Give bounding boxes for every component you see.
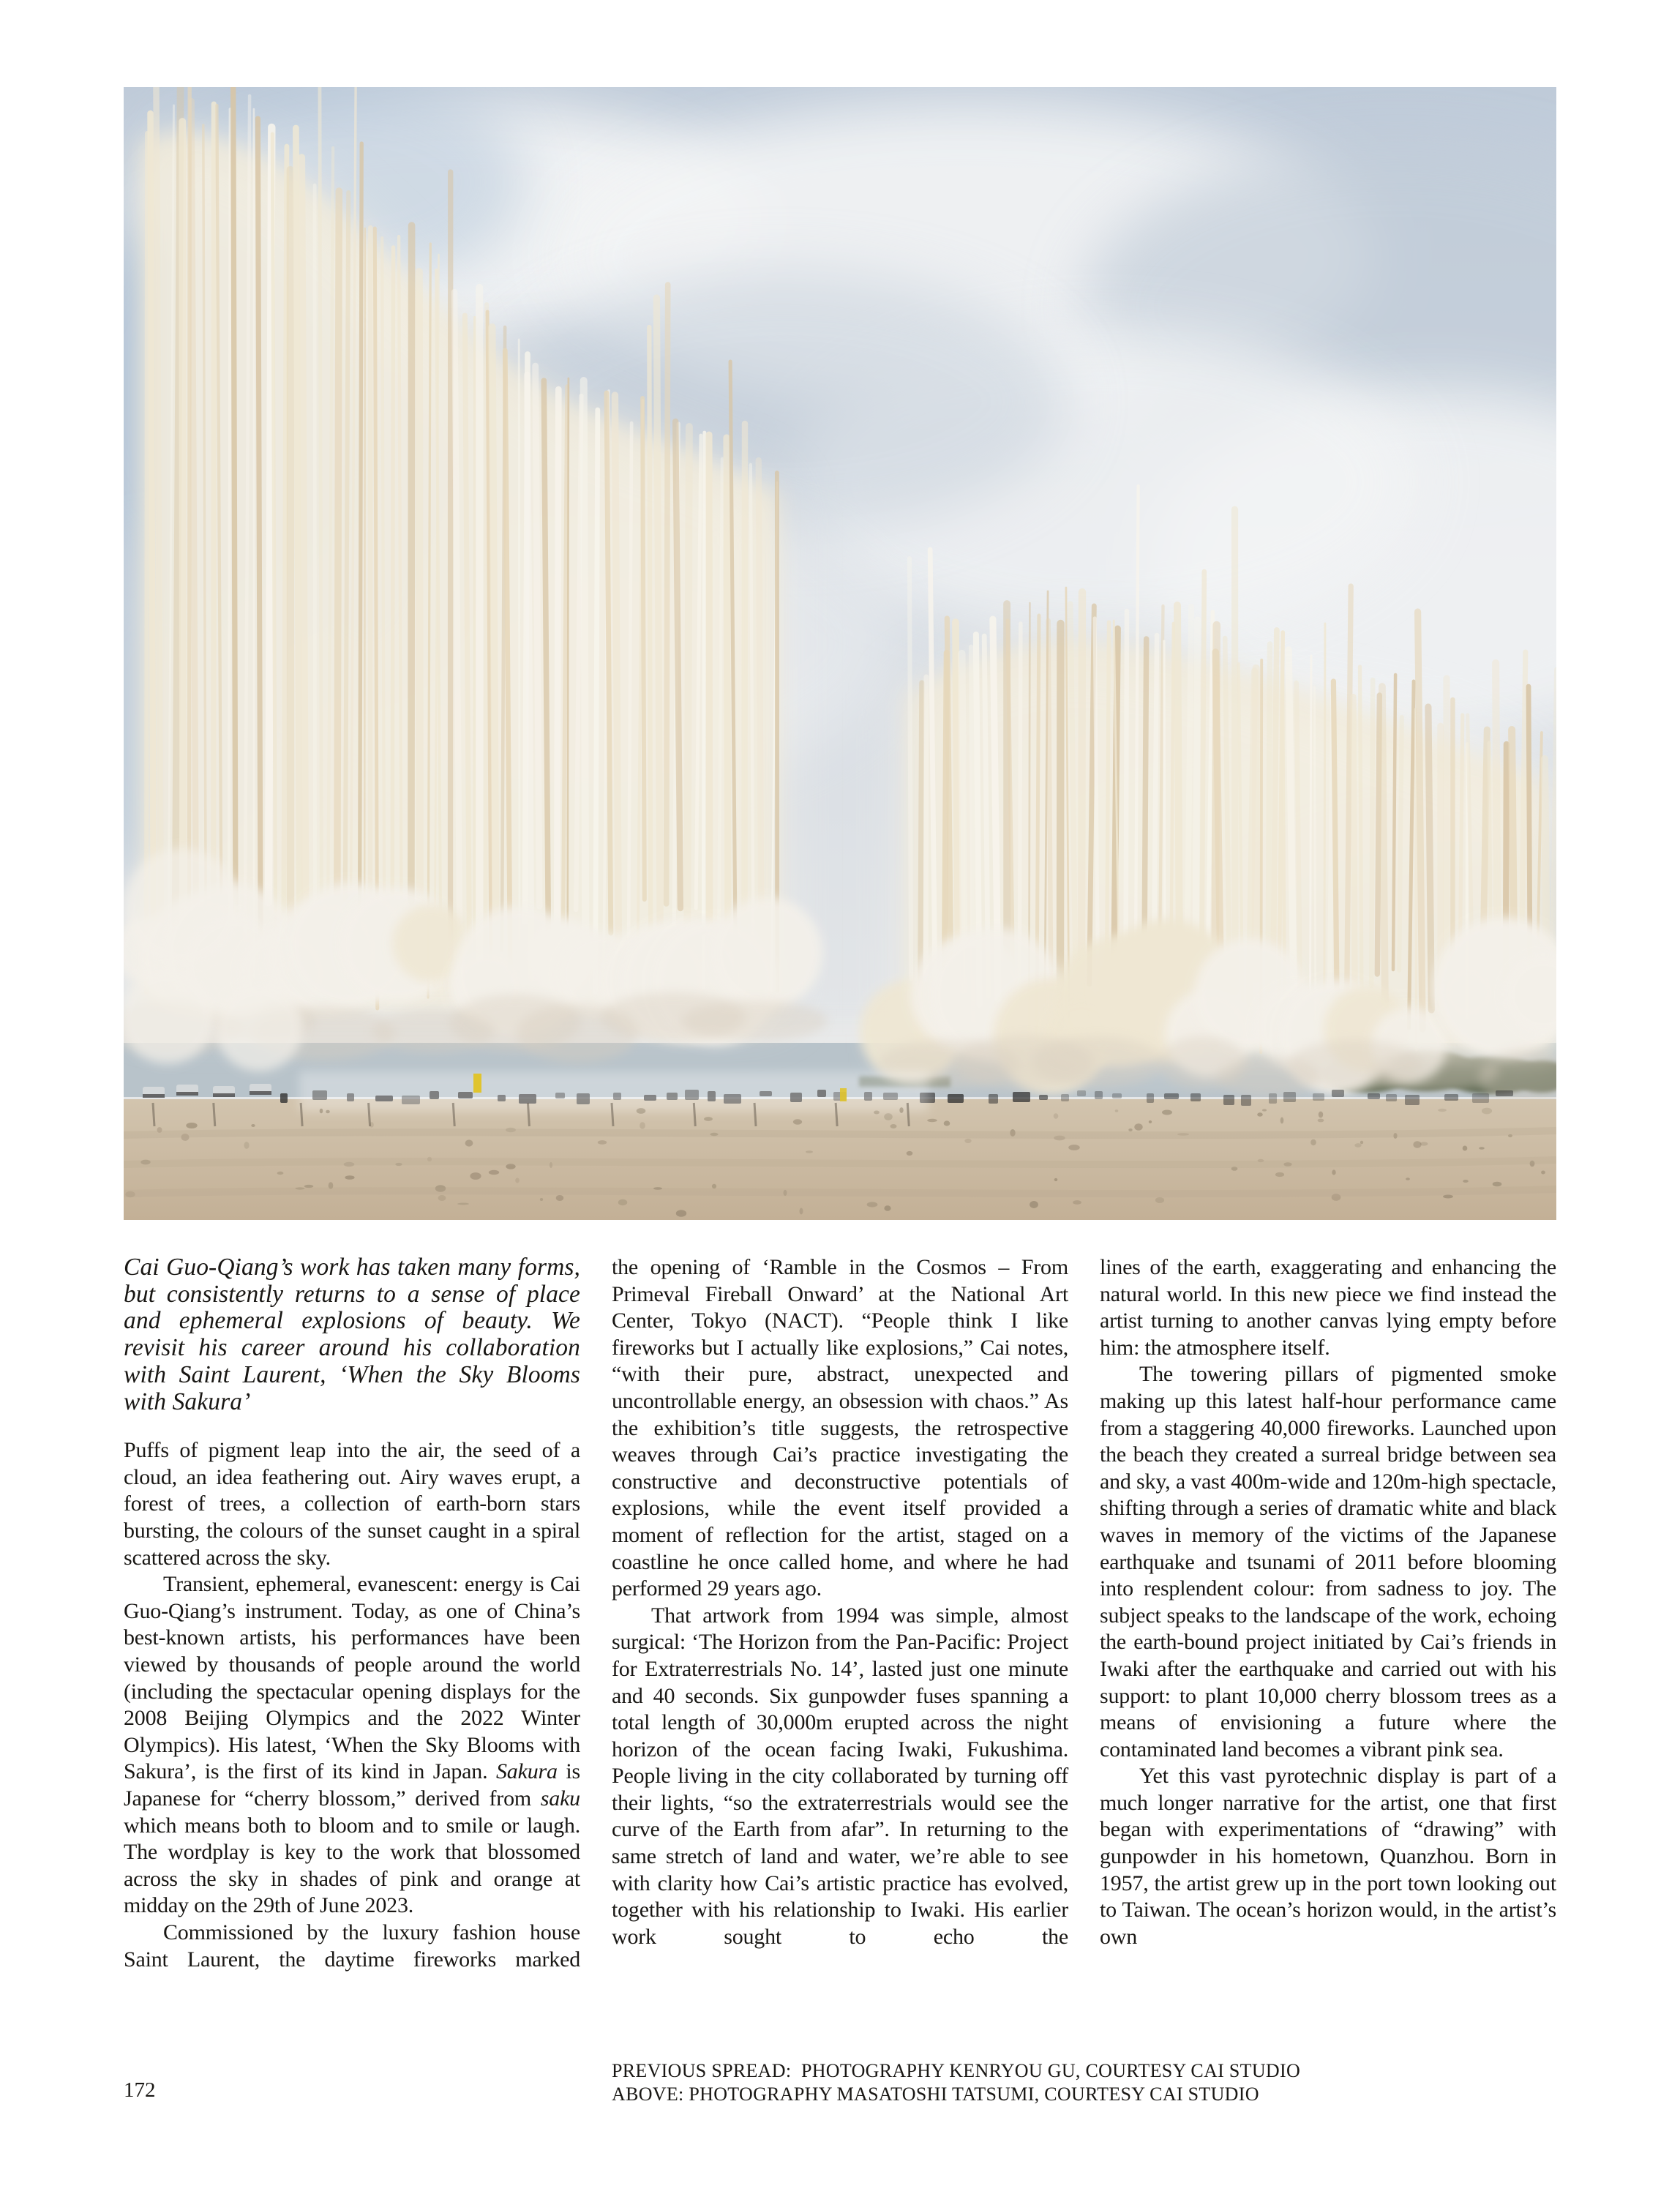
sand-speckle [556, 1195, 564, 1201]
sand-speckle [704, 1117, 713, 1121]
smoke-streak [596, 410, 598, 992]
smoke-streak [1060, 624, 1061, 1028]
smoke-streak [1354, 697, 1356, 1030]
credit-line-above: ABOVE: PHOTOGRAPHY MASATOSHI TATSUMI, COURTESY CAI STUDIO [612, 2083, 1259, 2105]
text-run: The towering pillars of pigmented smoke making up this latest half-hour performance came from a staggering 40,000 fireworks. Launched upon the beach they created a surreal bridge between sea and sky, a vast 400m-wide and 120m-high spectacle, shifting through a series of dramatic white and black waves in memory of the victims of the Japanese earthquake and tsunami of 2011 before blooming into resplendent colour: from sadness to joy. The subject speaks to the landscape of the work, echoing the earth-bound project initiated by Cai’s friends in Iwaki after the earthquake and carried out with his support: to plant 10,000 cherry blossom trees as a means of envisioning a future where the contaminated land becomes a vibrant pink sea. [1100, 1362, 1556, 1761]
text-run: Cai Guo-Qiang’s work has taken many forms, but consistently returns to a sense of place and ephemeral explosions of beauty. We revisit his career around his collaboration with Saint Laurent, ‘When the Sky Blooms with Sakura’ [124, 1254, 580, 1415]
sand-speckle [457, 1203, 469, 1205]
fence-post [528, 1103, 529, 1126]
smoke-streak [492, 327, 495, 921]
page-number: 172 [124, 2078, 156, 2102]
smoke-streak [1106, 622, 1109, 986]
body-paragraph [1100, 1361, 1556, 1763]
crowd-car-mark [1405, 1095, 1420, 1105]
drift-smoke [215, 984, 303, 1071]
body-paragraph [612, 1603, 1068, 1951]
smoke-streak [920, 683, 922, 1006]
smoke-streak [642, 398, 645, 899]
sand-speckle [1115, 1109, 1119, 1112]
sand-speckle [370, 1122, 374, 1127]
sand-speckle [1149, 1120, 1152, 1123]
tyre-track [124, 1131, 1556, 1135]
hero-photo-art [124, 87, 1556, 1220]
sand-speckle [540, 1198, 543, 1201]
sand-speckle [320, 1109, 323, 1114]
sand-speckle [884, 1205, 890, 1211]
smoke-streak [667, 285, 668, 904]
fence-post [836, 1103, 837, 1126]
smoke-streak [910, 558, 911, 979]
smoke-streak [687, 427, 689, 948]
intro-paragraph [124, 1254, 580, 1415]
smoke-streak [1418, 612, 1423, 1029]
sand-speckle [1360, 1141, 1363, 1145]
sand-speckle [907, 1151, 913, 1156]
sand-speckle [712, 1184, 716, 1188]
sand-speckle [465, 1139, 473, 1146]
body-paragraph [124, 1571, 580, 1920]
smoke-streak [1399, 717, 1402, 970]
billow-cloud [711, 897, 822, 1008]
vehicle-shadow [143, 1094, 165, 1098]
crowd-car-mark [1496, 1090, 1513, 1096]
sand-speckle [874, 1111, 880, 1115]
sand-speckle [515, 1178, 520, 1183]
sand-speckle [1030, 1201, 1038, 1208]
smoke-streak [392, 247, 393, 943]
fence-post [612, 1103, 613, 1126]
crowd-car-mark [1095, 1091, 1103, 1099]
billow-shadow [1032, 1036, 1163, 1087]
smoke-streak [419, 272, 420, 981]
sand-speckle [800, 1208, 803, 1215]
smoke-streak [1382, 686, 1385, 1009]
text-column-2 [612, 1254, 1068, 1973]
smoke-streak [182, 121, 183, 938]
text-run: That artwork from 1994 was simple, almost surgical: ‘The Horizon from the Pan-Pacific: Project for Extraterrestrials No. 14’, lasted just one minute and 40 seconds. Six gunpowder fuses spanning a total length of 30,000m erupted across the night horizon of the ocean facing Iwaki, Fukushima. People living in the city collaborated by turning off their lights, “so the extraterrestrials would see the curve of the Earth from afar”. In returning to the same stretch of land and water, we’re able to see with clarity how Cai’s artistic practice has evolved, together with his relationship to Iwaki. His earlier work sought to echo the [612, 1603, 1068, 1949]
vehicle-shadow [213, 1093, 235, 1097]
fence-post [453, 1103, 454, 1126]
sand-speckle [1332, 1169, 1335, 1175]
smoke-streak [519, 340, 520, 939]
sand-speckle [598, 1140, 607, 1145]
sand-speckle [1319, 1112, 1323, 1118]
text-run: the opening of ‘Ramble in the Cosmos – From Primeval Fireball Onward’ at the National Art Center, Tokyo (NACT). “People think I like fireworks but I actually like explosions,” Cai notes, “with their pure, abstract, unexpected and uncontrollable energy, an obsession with chaos.” As the exhibition’s title suggests, the retrospective weaves through Cai’s practice investigating the constructive and deconstructive potentials of explosions, while the event itself provided a moment of reflection for the artist, staged on a coastline he once called home, and where he had performed 29 years ago. [612, 1255, 1068, 1601]
crowd-car-mark [1013, 1092, 1030, 1102]
sand-speckle [618, 1199, 627, 1205]
crowd-car-mark [1313, 1093, 1324, 1101]
sand-speckle [251, 1124, 255, 1127]
tyre-track [124, 1189, 1556, 1194]
sand-speckle [964, 1139, 971, 1143]
smoke-streak [1144, 639, 1147, 967]
sand-speckle [438, 1195, 446, 1201]
crowd-car-mark [1039, 1095, 1048, 1100]
crowd-car-mark [1223, 1095, 1234, 1105]
sand-speckle [1155, 1197, 1164, 1203]
credit-line-previous-spread: PREVIOUS SPREAD: PHOTOGRAPHY KENRYOU GU, COURTESY CAI STUDIO [612, 2060, 1301, 2081]
body-paragraph [612, 1254, 1068, 1603]
vehicle-shadow [250, 1091, 271, 1095]
sand-speckle [1482, 1108, 1492, 1115]
smoke-streak [258, 119, 260, 935]
smoke-streak [1049, 621, 1051, 1003]
smoke-streak [528, 375, 532, 978]
fence-post [694, 1103, 695, 1126]
sand-speckle [1463, 1180, 1469, 1183]
text-run: which means both to bloom and to smile or laugh. The wordplay is key to the work that blossomed across the sky in shades of pink and orange at midday on the 29th of June 2023. [124, 1813, 580, 1918]
smoke-streak [536, 366, 540, 906]
sand-speckle [326, 1110, 330, 1114]
sand-speckle [345, 1175, 354, 1180]
sand-speckle [1280, 1117, 1284, 1124]
smoke-streak [283, 146, 287, 1000]
smoke-streak [656, 298, 660, 969]
text-column-3 [1100, 1254, 1556, 1973]
smoke-streak [1371, 680, 1373, 986]
italic-term: Sakura [495, 1759, 558, 1784]
crowd-car-mark [1112, 1093, 1122, 1098]
sand-speckle [640, 1122, 645, 1128]
smoke-streak [1333, 681, 1337, 1002]
italic-term: saku [540, 1786, 580, 1811]
crowd-car-mark [1190, 1093, 1201, 1101]
crowd-car-mark [1147, 1093, 1154, 1103]
sand-speckle [899, 1107, 903, 1113]
sand-speckle [676, 1210, 686, 1217]
smoke-streak [1081, 592, 1082, 985]
sand-speckle [1420, 1142, 1428, 1145]
text-run: Commissioned by the luxury fashion house Saint Laurent, the daytime fireworks marked [124, 1920, 580, 1972]
sand-speckle [470, 1172, 481, 1180]
vehicle-shadow [176, 1092, 198, 1096]
smoke-streak [557, 389, 558, 945]
sand-speckle [1354, 1143, 1361, 1147]
smoke-streak [956, 622, 959, 959]
smoke-streak [703, 433, 705, 987]
fence-post [214, 1103, 215, 1126]
sand-speckle [1463, 1146, 1468, 1151]
smoke-streak [1360, 667, 1362, 1006]
smoke-streak [744, 424, 745, 972]
text-run: Transient, ephemeral, evanescent: energy is Cai Guo-Qiang’s instrument. Today, as one of China’s best-known artists, his performances have been viewed by thousands of people around the world (including the spectacular opening displays for the 2008 Beijing Olympics and the 2022 Winter Olympics). His latest, ‘When the Sky Blooms with Sakura’, is the first of its kind in Japan. [124, 1572, 580, 1784]
body-paragraph [1100, 1763, 1556, 1950]
smoke-streak [1324, 624, 1325, 1011]
sand-speckle [489, 1170, 499, 1175]
sand-speckle [277, 1172, 284, 1175]
sand-speckle [186, 1123, 197, 1128]
sand-speckle [244, 1142, 249, 1149]
smoke-streak [411, 225, 412, 901]
crowd-car-mark [1386, 1094, 1397, 1101]
smoke-streak [1393, 675, 1395, 970]
article-text [124, 1254, 1556, 1973]
billow-shadow [1369, 1052, 1499, 1091]
smoke-streak [1310, 656, 1312, 990]
sand-speckle [1054, 1178, 1058, 1181]
smoke-streak [649, 327, 650, 948]
smoke-streak [1273, 630, 1277, 977]
sand-speckle [1054, 1113, 1059, 1118]
smoke-streak [1215, 652, 1220, 967]
billow-shadow [681, 1000, 828, 1041]
sand-speckle [1318, 1119, 1324, 1123]
fence-post [153, 1103, 154, 1126]
hero-photo [124, 87, 1556, 1220]
sand-speckle [1162, 1110, 1172, 1115]
fence-post [754, 1103, 756, 1126]
crowd-car-mark [1077, 1090, 1086, 1096]
smoke-streak [151, 113, 154, 940]
smoke-streak [1235, 509, 1236, 992]
smoke-streak [709, 435, 710, 924]
text-run: Puffs of pigment leap into the air, the seed of a cloud, an idea feathering out. Airy waves erupt, a forest of trees, a collection of earth-born stars bursting, the colours of the sunset caught in a spiral scattered across the sky. [124, 1438, 580, 1570]
smoke-streak [1428, 707, 1431, 1010]
sand-speckle [1073, 1200, 1081, 1205]
crowd-car-mark [948, 1094, 964, 1103]
crowd-car-mark [989, 1094, 998, 1104]
sand-speckle [793, 1119, 802, 1124]
sand-speckle [890, 1124, 897, 1128]
body-paragraph [124, 1437, 580, 1571]
sand-speckle [1413, 1141, 1421, 1148]
crowd-car-mark [1164, 1093, 1179, 1099]
sand-speckle [867, 1202, 878, 1207]
sand-speckle [1438, 1109, 1447, 1112]
smoke-streak [359, 143, 361, 990]
sand-speckle [806, 1150, 813, 1153]
text-column-1 [124, 1254, 580, 1973]
crowd-car-mark [280, 1093, 288, 1103]
sand-speckle [1310, 1139, 1316, 1145]
crowd-car-mark [1283, 1092, 1296, 1102]
smoke-streak [474, 318, 475, 959]
smoke-streak [229, 109, 230, 926]
crowd-car-mark [1061, 1094, 1069, 1101]
crowd-car-mark [1332, 1090, 1344, 1097]
sand-speckle [884, 1113, 893, 1120]
sand-speckle [1128, 1128, 1132, 1131]
tyre-track [124, 1160, 1556, 1164]
sand-speckle [637, 1108, 646, 1114]
text-run: lines of the earth, exaggerating and enhancing the natural world. In this new piece we find instead the artist turning to another canvas lying empty before him: the atmosphere itself. [1100, 1255, 1556, 1360]
sand-speckle [1068, 1145, 1080, 1150]
sand-speckle [304, 1185, 314, 1188]
crowd-car-mark [1472, 1093, 1489, 1103]
sand-speckle [1541, 1171, 1545, 1175]
smoke-streak [615, 395, 618, 977]
smoke-veil [299, 1071, 929, 1112]
smoke-streak [568, 378, 569, 946]
crowd-car-mark [1241, 1095, 1251, 1106]
yellow-flag [840, 1088, 847, 1101]
smoke-streak [1314, 687, 1316, 1019]
smoke-streak [584, 381, 586, 948]
crowd-car-mark [1368, 1093, 1380, 1099]
smoke-streak [301, 157, 306, 989]
yellow-flag [473, 1074, 481, 1093]
sand-speckle [1479, 1147, 1485, 1149]
fence-post [907, 1103, 909, 1126]
fence-post [301, 1103, 302, 1126]
photo-credits [612, 2059, 1300, 2106]
text-run: is Japanese for “cherry blossom,” derived from [124, 1759, 580, 1811]
text-run: Yet this vast pyrotechnic display is part of a much longer narrative for the artist, one that first began with experimentations of “drawing” with gunpowder in his hometown, Quanzhou. Born in 1957, the artist grew up in the port town looking out to Taiwan. The ocean’s horizon would, in the artist’s own [1100, 1764, 1556, 1949]
smoke-streak [337, 191, 340, 894]
sand-speckle [1493, 1182, 1502, 1187]
drift-smoke [124, 969, 215, 1064]
sand-speckle [944, 1120, 950, 1126]
smoke-streak [233, 87, 236, 940]
smoke-streak [382, 238, 384, 905]
sand-speckle [1134, 1123, 1142, 1131]
smoke-streak [364, 228, 365, 899]
sand-speckle [927, 1119, 937, 1122]
crowd-car-mark [1444, 1094, 1458, 1101]
sand-speckle [1406, 1178, 1410, 1180]
body-paragraph [1100, 1254, 1556, 1361]
fence-post [369, 1103, 370, 1126]
sand-speckle [1275, 1172, 1284, 1177]
crowd-car-mark [1269, 1093, 1277, 1104]
smoke-streak [727, 438, 728, 948]
sand-speckle [1257, 1112, 1263, 1116]
body-paragraph [124, 1920, 580, 1973]
smoke-streak [320, 87, 322, 953]
sand-speckle [1262, 1109, 1267, 1111]
